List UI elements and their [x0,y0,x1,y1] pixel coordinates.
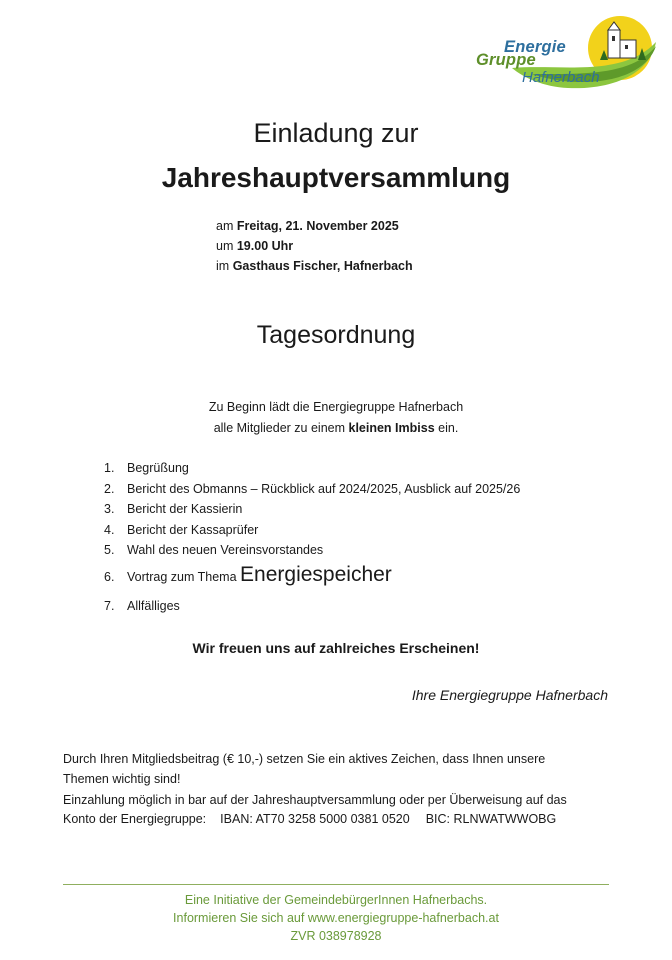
time-value: 19.00 Uhr [236,239,294,253]
agenda-item-number: 2. [104,482,115,496]
footer-divider [63,884,609,885]
agenda-item-number: 7. [104,599,115,613]
agenda-item-text: Begrüßung [127,461,189,475]
payment-account-line [63,812,556,826]
iban: IBAN: AT70 3258 5000 0381 0520 [220,812,410,826]
agenda-item-number: 5. [104,543,115,557]
date-prefix: am [216,219,234,233]
intro-post: ein. [438,421,459,435]
logo-text-hafnerbach: Hafnerbach [522,69,600,86]
agenda-item-number: 4. [104,523,115,537]
agenda-item-text: Bericht des Obmanns – Rückblick auf 2024/2025, Ausblick auf 2025/26 [127,482,521,496]
footer-website: Informieren Sie sich auf www.energiegruppe-hafnerbach.at [173,911,499,925]
agenda-item-number: 3. [104,502,115,516]
agenda-item-highlight: Energiespeicher [240,563,392,586]
meeting-date [216,219,399,233]
agenda-item-number: 1. [104,461,115,475]
agenda-intro-line1: Zu Beginn lädt die Energiegruppe Hafnerbach [208,400,464,414]
bic: BIC: RLNWATWWOBG [425,812,557,826]
date-value: Freitag, 21. November 2025 [236,219,399,233]
energiegruppe-logo [472,16,658,90]
meeting-place [216,259,413,273]
agenda-item [104,599,180,613]
place-prefix: im [216,259,230,273]
agenda-item-text: Wahl des neuen Vereinsvorstandes [127,543,324,557]
agenda-item [104,482,520,496]
footer-initiative: Eine Initiative der GemeindebürgerInnen Hafnerbachs. [184,893,488,907]
agenda-item [104,523,258,537]
agenda-item-number: 6. [104,570,115,584]
agenda-item-text: Vortrag zum Thema [127,570,237,584]
agenda-heading: Tagesordnung [256,321,416,349]
agenda-item [104,543,323,557]
place-value: Gasthaus Fischer, Hafnerbach [232,259,413,273]
signature: Ihre Energiegruppe Hafnerbach [411,687,608,703]
closing-message: Wir freuen uns auf zahlreiches Erscheinen! [192,640,480,656]
payment-line-2: Themen wichtig sind! [63,772,181,786]
agenda-item-text: Allfälliges [127,599,180,613]
agenda-item-text: Bericht der Kassierin [127,502,243,516]
event-title: Jahreshauptversammlung [161,162,511,193]
payment-line-3: Einzahlung möglich in bar auf der Jahreshauptversammlung oder per Überweisung auf das [63,793,567,807]
payment-line-1: Durch Ihren Mitgliedsbeitrag (€ 10,-) setzen Sie ein aktives Zeichen, dass Ihnen unsere [63,752,546,766]
agenda-intro-line2 [0,421,672,435]
logo-text-gruppe: Gruppe [476,51,536,69]
agenda-item [104,461,189,475]
meeting-time [216,239,293,253]
intro-pre: alle Mitglieder zu einem [213,421,346,435]
agenda-item [104,563,392,587]
footer-zvr: ZVR 038978928 [290,929,382,943]
logo-text-energie: Energie [504,38,566,56]
time-prefix: um [216,239,234,253]
agenda-item [104,502,242,516]
invitation-title: Einladung zur [253,118,419,148]
account-label: Konto der Energiegruppe: [63,812,207,826]
agenda-item-text: Bericht der Kassaprüfer [127,523,259,537]
intro-bold: kleinen Imbiss [348,421,435,435]
